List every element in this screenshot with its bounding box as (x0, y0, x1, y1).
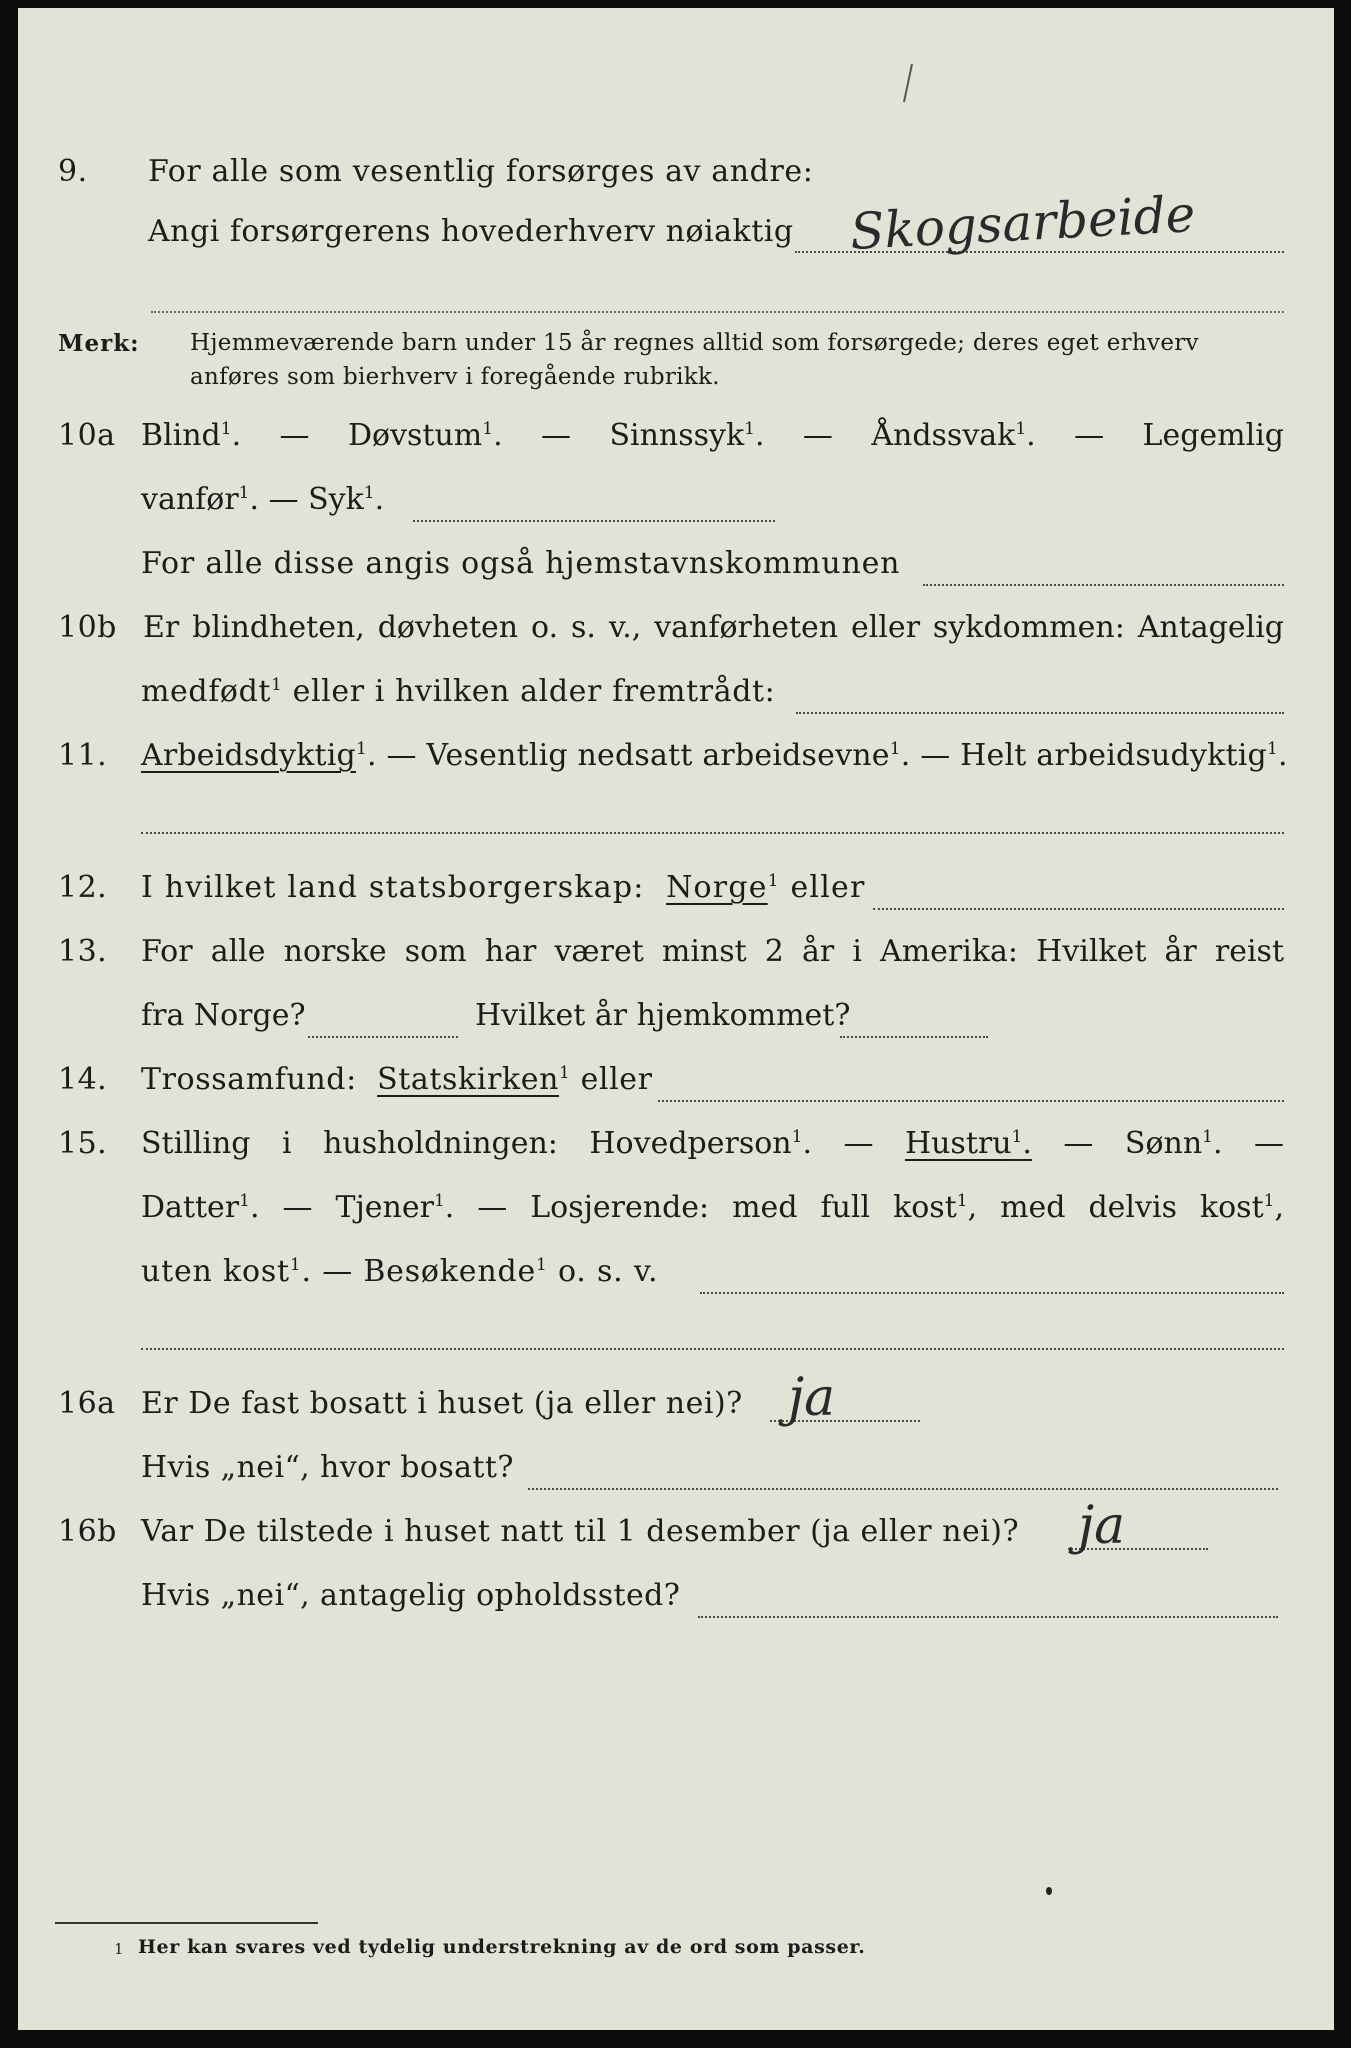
q10a-line-3: For alle disse angis også hjemstavnskommunen (141, 546, 901, 581)
q10b-row-2 (18, 674, 1334, 724)
q15-line (700, 1292, 1284, 1294)
q12-norge: Norge (666, 870, 768, 905)
q11-extra-line (141, 832, 1284, 834)
q15-hustru: Hustru$^1$. (904, 1126, 1032, 1161)
q14-statskirken: Statskirken (377, 1062, 559, 1097)
q9-extra-line (151, 311, 1284, 313)
q9-number: 9. (58, 154, 88, 189)
q16a-line-1: Er De fast bosatt i huset (ja eller nei)? (141, 1386, 743, 1421)
q13-row-1 (18, 934, 1334, 984)
q13-fra-norge: fra Norge? (141, 998, 306, 1033)
q16b-line-1: Var De tilstede i huset natt til 1 desember (ja eller nei)? (141, 1514, 1020, 1549)
q15-row-1 (18, 1126, 1334, 1176)
q9-row-2 (18, 185, 1334, 264)
q10a-row-1 (18, 418, 1334, 468)
merk-label: Merk: (58, 330, 140, 357)
q10a-andssvak: Åndssvak$^1$. (871, 418, 1036, 453)
footnote-marker: 1 (114, 1940, 125, 1958)
q10a-sinnssyk: Sinnssyk$^1$. (609, 418, 765, 453)
merk-line-2: anføres som bierhverv i foregående rubrikk. (190, 364, 720, 390)
q15-number: 15. (58, 1126, 108, 1161)
q10a-row-2 (18, 482, 1334, 532)
footnote-rule (55, 1922, 318, 1924)
merk-line-1: Hjemmeværende barn under 15 år regnes alltid som forsørgede; deres eget erhverv (190, 330, 1199, 356)
footnote-text: Her kan svares ved tydelig understrekning av de ord som passer. (138, 1936, 866, 1958)
q16b-line-2: Hvis „nei“, antagelig opholdssted? (141, 1578, 681, 1613)
q13-hjemkommet: Hvilket år hjemkommet? (475, 998, 851, 1033)
q10b-line-1: Er blindheten, døvheten o. s. v., vanførheten eller sykdommen: Antagelig (143, 610, 1284, 645)
q10b-row-1 (18, 610, 1334, 660)
q16a-number: 16a (58, 1386, 116, 1421)
q12-number: 12. (58, 870, 108, 905)
q16a-row-2 (18, 1450, 1334, 1500)
q10b-line-2: medfødt$^1$ eller i hvilken alder fremtrådt: (141, 674, 776, 709)
q16b-row-1 (18, 1496, 1334, 1564)
q16b-opholdssted-line (698, 1616, 1278, 1618)
q15-row-3 (18, 1254, 1334, 1304)
q9-handwritten-answer: Skogsarbeide (848, 185, 1197, 261)
q10a-row-3 (18, 546, 1334, 596)
q15-extra-line (141, 1348, 1284, 1350)
q10a-line-2: vanfør$^1$. — Syk$^1$. (141, 482, 385, 517)
q16a-row-1 (18, 1368, 1334, 1436)
q12-row (18, 870, 1334, 920)
q9-line-1: For alle som vesentlig forsørges av andre: (148, 154, 814, 189)
q12-text: I hvilket land statsborgerskap: Norge$^1$ eller (141, 870, 866, 905)
q16a-handwritten-answer: ja (788, 1368, 836, 1428)
q15-line-1: Stilling i husholdningen: Hovedperson$^1$. — Hustru$^1$. — Sønn$^1$. — (141, 1126, 1285, 1161)
q10b-alder-line (796, 712, 1284, 714)
pencil-mark (898, 60, 918, 106)
q14-text: Trossamfund: Statskirken$^1$ eller (141, 1062, 653, 1097)
q16b-handwritten-answer: ja (1078, 1496, 1126, 1556)
q10a-hjemstavn-line (923, 584, 1284, 586)
q13-reist-line (308, 1036, 458, 1038)
footnote-row (18, 1936, 1334, 1986)
q12-line (873, 908, 1284, 910)
q15-line-3: uten kost$^1$. — Besøkende$^1$ o. s. v. (141, 1254, 659, 1289)
q13-row-2 (18, 998, 1334, 1048)
q16a-bosatt-line (528, 1488, 1278, 1490)
q11-row (18, 738, 1334, 788)
q10a-legemlig: Legemlig (1142, 418, 1285, 453)
merk-row-2 (18, 364, 1334, 414)
q14-row (18, 1062, 1334, 1112)
q14-line (658, 1100, 1284, 1102)
q13-number: 13. (58, 934, 108, 969)
q10a-dovstum: Døvstum$^1$. (347, 418, 503, 453)
q11-options: Arbeidsdyktig$^1$. — Vesentlig nedsatt arbeidsevne$^1$. — Helt arbeidsudyktig$^1$. (141, 738, 1288, 773)
q16a-line-2: Hvis „nei“, hvor bosatt? (141, 1450, 514, 1485)
q15-line-2: Datter$^1$. — Tjener$^1$. — Losjerende: med full kost$^1$, med delvis kost$^1$, (141, 1190, 1285, 1225)
q10b-number: 10b (58, 610, 117, 645)
q13-line-1: For alle norske som har været minst 2 år i Amerika: Hvilket år reist (141, 934, 1284, 969)
q10a-syk-line (413, 520, 775, 522)
q10a-number: 10a (58, 418, 116, 453)
q16b-number: 16b (58, 1514, 117, 1549)
q11-arbeidsdyktig: Arbeidsdyktig (141, 738, 356, 773)
ink-dot (1046, 1887, 1052, 1895)
q9-line-2: Angi forsørgerens hovederhverv nøiaktig (148, 214, 794, 249)
q14-number: 14. (58, 1062, 108, 1097)
q10a-options: Blind$^1$. — Døvstum$^1$. — Sinnssyk$^1$. — Åndssvak$^1$. — Legemlig (141, 418, 1285, 453)
q15-row-2 (18, 1190, 1334, 1240)
q10a-blind: Blind$^1$. (141, 418, 242, 453)
q13-hjemkommet-line (840, 1036, 988, 1038)
q16b-row-2 (18, 1578, 1334, 1628)
q11-number: 11. (58, 738, 108, 773)
census-form-page (18, 8, 1334, 2030)
